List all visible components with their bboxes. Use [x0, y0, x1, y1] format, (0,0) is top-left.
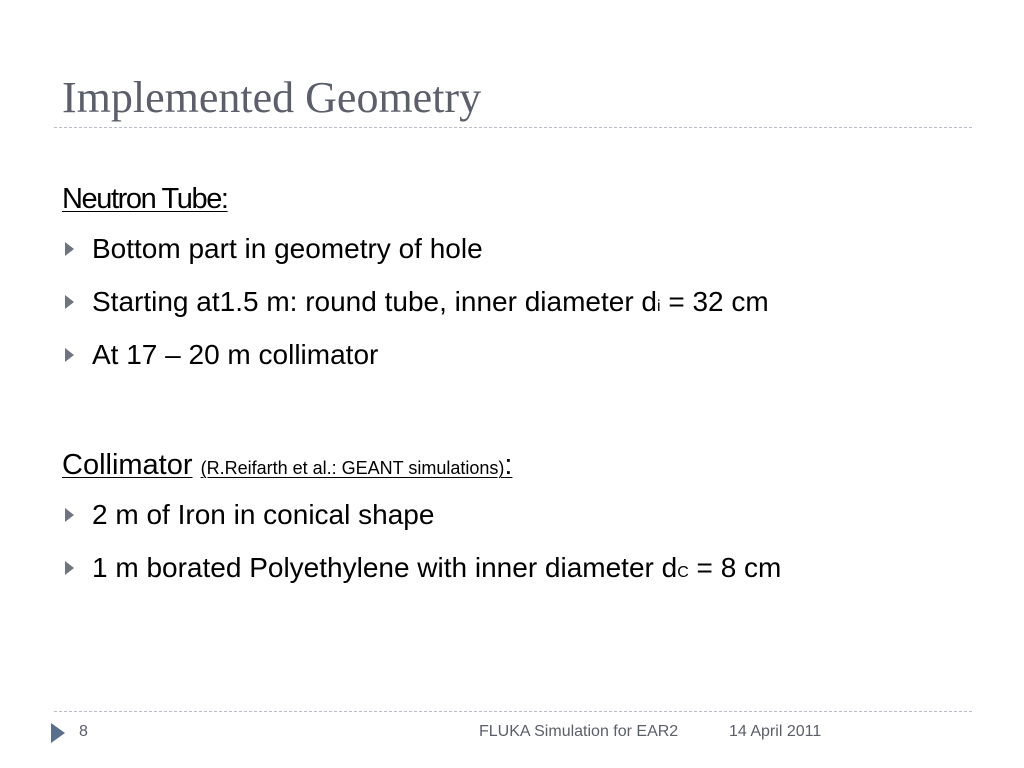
triangle-arrow-icon	[51, 723, 65, 743]
bullet-subscript: i	[657, 298, 661, 315]
footer-title: FLUKA Simulation for EAR2	[479, 723, 679, 740]
neutron-tube-bullet-list	[62, 224, 982, 383]
triangle-bullet-icon	[65, 348, 74, 362]
bullet-text: 1 m borated Polyethylene with inner diameter d	[92, 552, 678, 583]
footer-divider	[54, 711, 972, 712]
collimator-heading	[62, 440, 982, 490]
slide-title: Implemented Geometry	[62, 73, 482, 122]
collimator-heading-colon: :	[504, 449, 513, 481]
page-number: 8	[79, 723, 88, 740]
neutron-tube-heading	[62, 174, 982, 224]
collimator-heading-reference: (R.Reifarth et al.: GEANT simulations)	[200, 458, 505, 478]
list-item	[62, 490, 982, 543]
section-spacer	[62, 383, 982, 440]
bullet-text: Starting at1.5 m: round tube, inner diameter d	[92, 286, 657, 317]
bullet-text: Bottom part in geometry of hole	[92, 233, 483, 264]
bullet-text-end: = 32 cm	[660, 286, 769, 317]
neutron-tube-heading-text: Neutron Tube:	[62, 183, 228, 215]
bullet-text-end: = 8 cm	[688, 552, 782, 583]
list-item	[62, 330, 982, 383]
triangle-bullet-icon	[65, 295, 74, 309]
slide-content	[62, 174, 982, 596]
bullet-text: 2 m of Iron in conical shape	[92, 499, 435, 530]
triangle-bullet-icon	[65, 508, 74, 522]
collimator-heading-text: Collimator	[62, 449, 193, 481]
title-divider	[54, 127, 972, 128]
list-item	[62, 543, 982, 596]
triangle-bullet-icon	[65, 242, 74, 256]
list-item	[62, 277, 982, 330]
collimator-bullet-list	[62, 490, 982, 596]
list-item	[62, 224, 982, 277]
footer-date: 14 April 2011	[729, 723, 822, 740]
bullet-subscript: C	[677, 564, 689, 581]
bullet-text: At 17 – 20 m collimator	[92, 339, 379, 370]
triangle-bullet-icon	[65, 561, 74, 575]
